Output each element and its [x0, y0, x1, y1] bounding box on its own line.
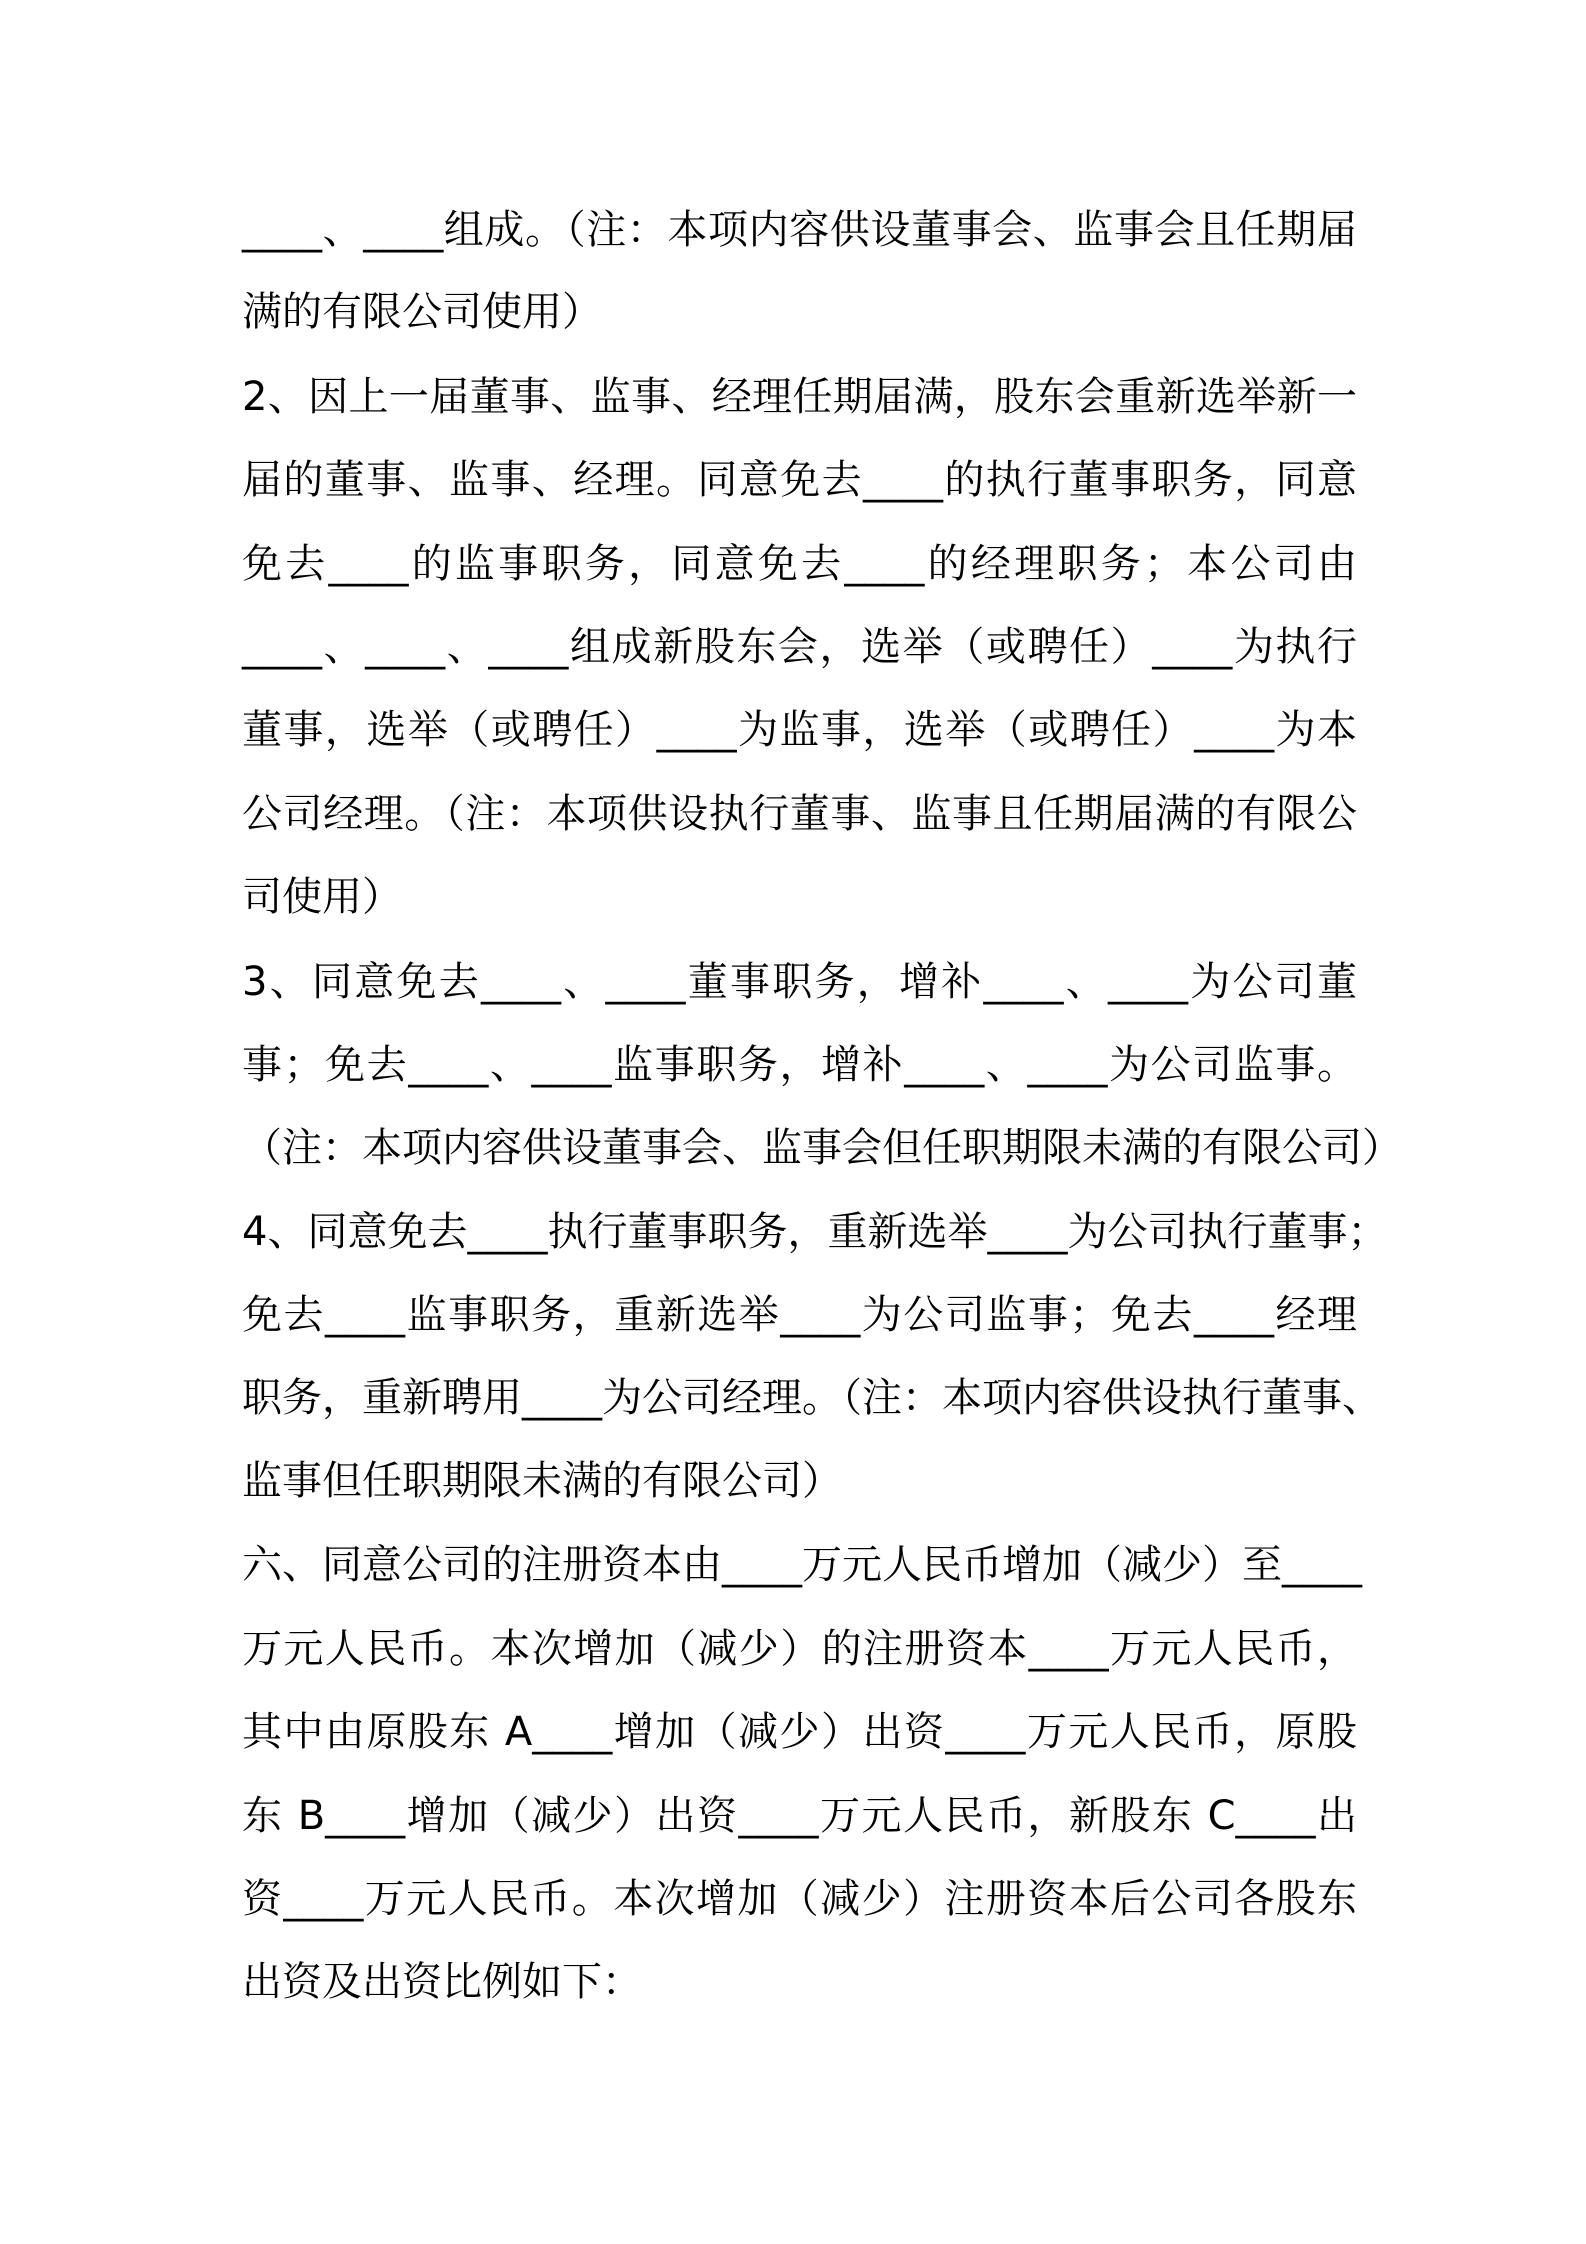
text-line: 免去____的监事职务，同意免去____的经理职务；本公司由 — [242, 541, 1357, 587]
text-line: 3、同意免去____、____董事职务，增补____、____为公司董 — [242, 959, 1357, 1005]
text-line: 出资及出资比例如下： — [242, 1959, 642, 2005]
text-line: ____、____、____组成新股东会，选举（或聘任）____为执行 — [242, 624, 1357, 670]
text-line: 事；免去____、____监事职务，增补____、____为公司监事。 — [242, 1042, 1357, 1088]
text-line: 万元人民币。本次增加（减少）的注册资本____万元人民币， — [242, 1626, 1357, 1672]
text-line: （注：本项内容供设董事会、监事会但任职期限未满的有限公司） — [242, 1125, 1402, 1171]
text-line: 免去____监事职务，重新选举____为公司监事；免去____经理 — [242, 1292, 1357, 1338]
text-line: 资____万元人民币。本次增加（减少）注册资本后公司各股东 — [242, 1876, 1357, 1922]
text-line: 六、同意公司的注册资本由____万元人民币增加（减少）至____ — [242, 1542, 1362, 1588]
text-line: 公司经理。（注：本项供设执行董事、监事且任期届满的有限公 — [242, 791, 1357, 837]
text-line: ____、____组成。（注：本项内容供设董事会、监事会且任期届 — [242, 207, 1357, 253]
text-line: 2、因上一届董事、监事、经理任期届满，股东会重新选举新一 — [242, 374, 1357, 420]
text-line: 4、同意免去____执行董事职务，重新选举____为公司执行董事； — [242, 1209, 1388, 1255]
text-line: 董事，选举（或聘任）____为监事，选举（或聘任）____为本 — [242, 707, 1357, 753]
text-line: 其中由原股东 A____增加（减少）出资____万元人民币，原股 — [242, 1709, 1357, 1755]
text-line: 届的董事、监事、经理。同意免去____的执行董事职务，同意 — [242, 457, 1357, 503]
text-line: 职务，重新聘用____为公司经理。（注：本项内容供设执行董事、 — [242, 1375, 1382, 1421]
text-line: 满的有限公司使用） — [242, 289, 602, 335]
text-line: 东 B____增加（减少）出资____万元人民币，新股东 C____出 — [242, 1793, 1357, 1839]
text-line: 监事但任职期限未满的有限公司） — [242, 1458, 842, 1504]
text-line: 司使用） — [242, 874, 402, 920]
